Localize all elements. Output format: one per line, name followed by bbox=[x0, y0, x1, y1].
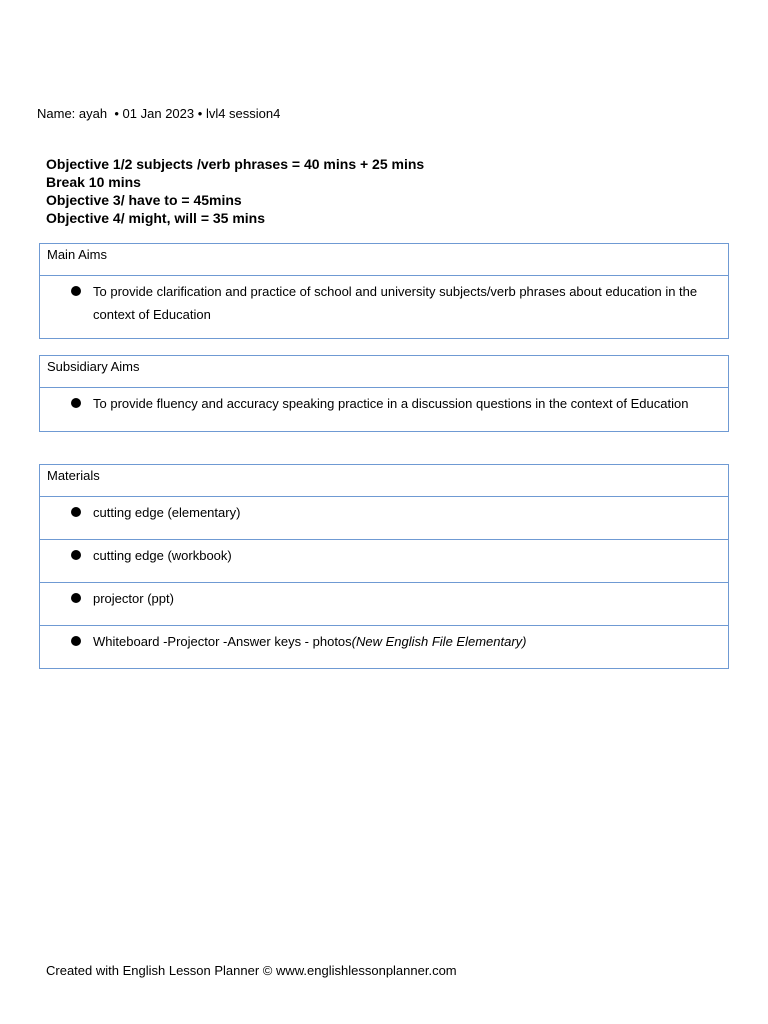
aim-row bbox=[40, 388, 728, 431]
main-aims-title: Main Aims bbox=[40, 244, 728, 276]
aim-row bbox=[40, 276, 728, 338]
lesson-session: lvl4 session4 bbox=[205, 106, 281, 121]
material-text: cutting edge (workbook) bbox=[93, 548, 232, 563]
subsidiary-aims-title: Subsidiary Aims bbox=[40, 356, 728, 388]
bullet-icon bbox=[71, 286, 81, 296]
aim-text: To provide fluency and accuracy speaking practice in a discussion questions in the context of Education bbox=[93, 396, 689, 411]
material-row bbox=[40, 497, 728, 540]
aim-text: To provide clarification and practice of school and university subjects/verb phrases about education in the context of Education bbox=[93, 284, 698, 322]
bullet-icon bbox=[71, 636, 81, 646]
footer-credit: Created with English Lesson Planner © www.englishlessonplanner.com bbox=[46, 963, 457, 978]
objective-line: Break 10 mins bbox=[46, 174, 141, 190]
material-row bbox=[40, 583, 728, 626]
name-label: Name: bbox=[37, 106, 76, 121]
lesson-date: 01 Jan 2023 bbox=[122, 106, 195, 121]
main-aims-table bbox=[39, 243, 729, 339]
subsidiary-aims-table bbox=[39, 355, 729, 432]
objective-line: Objective 1/2 subjects /verb phrases = 40 mins + 25 mins bbox=[46, 156, 425, 172]
material-text: cutting edge (elementary) bbox=[93, 505, 241, 520]
material-text bbox=[40, 626, 728, 654]
separator: • bbox=[114, 106, 119, 121]
material-text: projector (ppt) bbox=[93, 591, 174, 606]
material-text-main: Whiteboard -Projector -Answer keys - photos bbox=[93, 634, 352, 649]
materials-title: Materials bbox=[40, 465, 728, 497]
material-row bbox=[40, 540, 728, 583]
material-row bbox=[40, 626, 728, 668]
name-value: ayah bbox=[78, 106, 108, 121]
bullet-icon bbox=[71, 398, 81, 408]
bullet-icon bbox=[71, 507, 81, 517]
materials-table bbox=[39, 464, 729, 669]
bullet-icon bbox=[71, 593, 81, 603]
objective-line: Objective 4/ might, will = 35 mins bbox=[46, 210, 266, 226]
material-text-italic: (New English File Elementary) bbox=[351, 634, 527, 649]
separator: • bbox=[197, 106, 203, 121]
header-line bbox=[37, 106, 280, 121]
objectives bbox=[46, 155, 424, 227]
objective-line: Objective 3/ have to = 45mins bbox=[46, 192, 242, 208]
bullet-icon bbox=[71, 550, 81, 560]
